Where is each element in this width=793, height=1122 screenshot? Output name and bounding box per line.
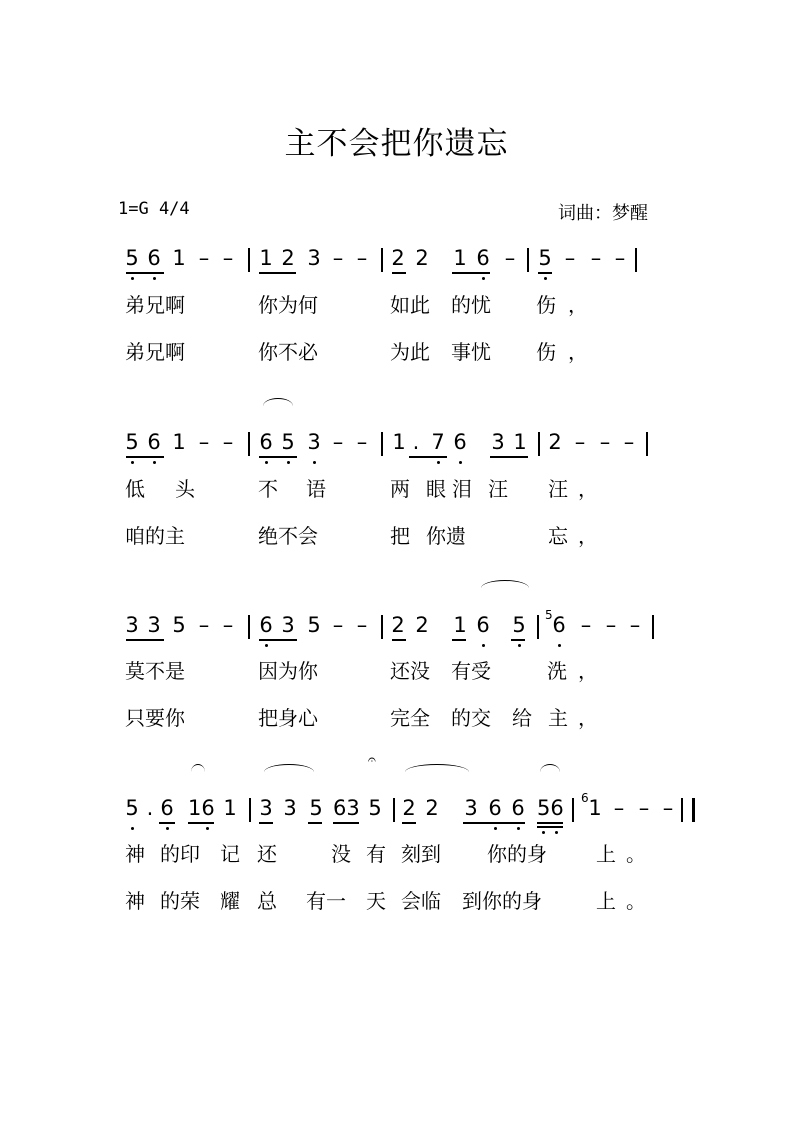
underline bbox=[259, 456, 297, 458]
low-octave-dot bbox=[437, 461, 440, 464]
lyric: 把身心 bbox=[258, 706, 318, 730]
lyric-row-1b bbox=[0, 340, 793, 380]
lyric: 你不必 bbox=[258, 340, 318, 364]
note: – bbox=[356, 246, 368, 270]
slur-mark bbox=[540, 764, 560, 772]
lyric: 泪 bbox=[452, 477, 472, 501]
note: 2 bbox=[281, 246, 295, 270]
low-octave-dot bbox=[459, 461, 462, 464]
lyric: 神 bbox=[125, 889, 145, 913]
low-octave-dot bbox=[131, 461, 134, 464]
lyric: 记 bbox=[220, 842, 240, 866]
note: 2 bbox=[415, 246, 429, 270]
underline bbox=[126, 272, 164, 274]
lyric: 头 bbox=[175, 477, 195, 501]
lyric: 两 bbox=[390, 477, 410, 501]
lyric: 的交 bbox=[451, 706, 491, 730]
key-signature: 1=G 4/4 bbox=[118, 199, 190, 219]
low-octave-dot bbox=[313, 461, 316, 464]
note: – bbox=[580, 613, 592, 637]
lyric: 你遗 bbox=[426, 524, 466, 548]
barline bbox=[692, 798, 695, 822]
note: 3 bbox=[307, 246, 321, 270]
low-octave-dot bbox=[131, 827, 134, 830]
barline bbox=[646, 432, 648, 456]
lyric: 你的身 bbox=[487, 842, 547, 866]
note: – bbox=[222, 430, 234, 454]
low-octave-dot bbox=[265, 644, 268, 647]
note: 3 bbox=[283, 796, 297, 820]
slur-mark bbox=[264, 764, 314, 772]
note: 6 bbox=[160, 796, 174, 820]
lyric: 有 bbox=[366, 842, 386, 866]
note: – bbox=[222, 246, 234, 270]
lyric: 弟兄啊 bbox=[125, 340, 185, 364]
barline bbox=[681, 798, 683, 822]
barline bbox=[537, 615, 539, 639]
slur-mark bbox=[191, 764, 205, 772]
note: 1 bbox=[513, 430, 527, 454]
note: . bbox=[412, 430, 420, 454]
lyric: 洗 bbox=[547, 659, 567, 683]
note: – bbox=[504, 246, 516, 270]
note: 2 bbox=[391, 246, 405, 270]
note: – bbox=[638, 796, 650, 820]
underline bbox=[392, 272, 406, 274]
note: 1 bbox=[259, 246, 273, 270]
underline bbox=[463, 822, 525, 824]
lyric: ， bbox=[578, 477, 598, 501]
barline bbox=[572, 798, 574, 822]
low-octave-dot bbox=[153, 461, 156, 464]
composer-credit: 词曲：梦醒 bbox=[558, 203, 648, 224]
note: 3 bbox=[307, 430, 321, 454]
slur-mark bbox=[405, 764, 469, 772]
lyric-row-2a bbox=[0, 477, 793, 517]
barline bbox=[393, 798, 395, 822]
low-octave-dot bbox=[265, 461, 268, 464]
underline bbox=[452, 272, 490, 274]
note: 1 bbox=[392, 430, 406, 454]
low-octave-dot bbox=[166, 827, 169, 830]
underline bbox=[538, 272, 552, 274]
lyric: ， bbox=[568, 340, 588, 364]
lyric-row-2b bbox=[0, 524, 793, 564]
barline bbox=[248, 432, 250, 456]
lyric: 的荣 bbox=[160, 889, 200, 913]
lyric: 语 bbox=[306, 477, 326, 501]
note: 6 bbox=[259, 430, 273, 454]
note: 1 bbox=[172, 246, 186, 270]
fermata-icon: 𝄐 bbox=[368, 752, 376, 768]
song-title: 主不会把你遗忘 bbox=[284, 126, 509, 162]
low-octave-dot bbox=[482, 644, 485, 647]
underline bbox=[126, 639, 164, 641]
note: – bbox=[662, 796, 674, 820]
lyric: 不 bbox=[258, 477, 278, 501]
lyric: 伤 bbox=[536, 340, 556, 364]
lyric: ， bbox=[578, 659, 598, 683]
note: 1 bbox=[172, 430, 186, 454]
lyric: 。 bbox=[626, 842, 646, 866]
lyric: ， bbox=[578, 706, 598, 730]
lyric: 上 bbox=[596, 842, 616, 866]
underline bbox=[537, 822, 563, 824]
note: 5 bbox=[538, 246, 552, 270]
lyric: 只要你 bbox=[125, 706, 185, 730]
notation-row-4 bbox=[0, 791, 793, 836]
note: 5 bbox=[512, 613, 526, 637]
note: 6 bbox=[147, 430, 161, 454]
barline bbox=[635, 248, 637, 272]
note: – bbox=[623, 430, 635, 454]
underline bbox=[159, 822, 175, 824]
underline bbox=[259, 822, 273, 824]
lyric: 莫不是 bbox=[125, 659, 185, 683]
lyric: 因为你 bbox=[258, 659, 318, 683]
note: – bbox=[599, 430, 611, 454]
lyric: 主 bbox=[548, 706, 568, 730]
note: – bbox=[222, 613, 234, 637]
note: – bbox=[198, 430, 210, 454]
lyric: 会临 bbox=[401, 889, 441, 913]
lyric: 有一 bbox=[306, 889, 346, 913]
lyric: ， bbox=[568, 293, 588, 317]
note: . bbox=[146, 796, 154, 820]
lyric: 的印 bbox=[160, 842, 200, 866]
note: 16 bbox=[188, 796, 215, 820]
lyric: 上 bbox=[596, 889, 616, 913]
underline bbox=[409, 456, 447, 458]
note: 3 bbox=[147, 613, 161, 637]
note: 2 bbox=[548, 430, 562, 454]
lyric: 为此 bbox=[390, 340, 430, 364]
low-octave-dot bbox=[555, 831, 558, 834]
grace-note: 5 bbox=[545, 608, 553, 622]
note: 2 bbox=[391, 613, 405, 637]
note: – bbox=[198, 613, 210, 637]
note: 6 bbox=[259, 613, 273, 637]
note: 5 bbox=[125, 246, 139, 270]
note: 6 bbox=[453, 430, 467, 454]
low-octave-dot bbox=[544, 277, 547, 280]
note: – bbox=[614, 246, 626, 270]
lyric: 总 bbox=[257, 889, 277, 913]
underline bbox=[490, 456, 528, 458]
lyric: 有受 bbox=[451, 659, 491, 683]
grace-note: 6 bbox=[581, 791, 589, 805]
lyric-row-1a bbox=[0, 293, 793, 333]
low-octave-dot bbox=[206, 827, 209, 830]
lyric-row-3a bbox=[0, 659, 793, 699]
note: 5 bbox=[172, 613, 186, 637]
note: 6 bbox=[476, 613, 490, 637]
note: – bbox=[613, 796, 625, 820]
underline bbox=[511, 639, 525, 641]
note: 5 bbox=[281, 430, 295, 454]
note: – bbox=[590, 246, 602, 270]
note: 6 bbox=[147, 246, 161, 270]
lyric: 给 bbox=[512, 706, 532, 730]
note: – bbox=[564, 246, 576, 270]
underline bbox=[402, 822, 416, 824]
lyric-row-4a bbox=[0, 842, 793, 882]
note: 1 bbox=[223, 796, 237, 820]
low-octave-dot bbox=[517, 827, 520, 830]
notation-row-2 bbox=[0, 430, 793, 470]
note: 3 bbox=[259, 796, 273, 820]
lyric: 神 bbox=[125, 842, 145, 866]
note: 3 bbox=[125, 613, 139, 637]
note: – bbox=[332, 430, 344, 454]
barline bbox=[248, 615, 250, 639]
low-octave-dot bbox=[153, 277, 156, 280]
lyric: 弟兄啊 bbox=[125, 293, 185, 317]
note: 6 bbox=[488, 796, 502, 820]
underline bbox=[333, 822, 359, 824]
lyric: 绝不会 bbox=[258, 524, 318, 548]
low-octave-dot bbox=[494, 827, 497, 830]
lyric: 的忧 bbox=[451, 293, 491, 317]
note: 6 bbox=[476, 246, 490, 270]
note: 56 bbox=[537, 796, 564, 820]
lyric: 没 bbox=[331, 842, 351, 866]
notation-row-3 bbox=[0, 608, 793, 653]
note: 2 bbox=[415, 613, 429, 637]
note: 2 bbox=[402, 796, 416, 820]
lyric: 还没 bbox=[390, 659, 430, 683]
lyric-row-4b bbox=[0, 889, 793, 929]
note: 5 bbox=[125, 430, 139, 454]
note: – bbox=[574, 430, 586, 454]
barline bbox=[248, 248, 250, 272]
low-octave-dot bbox=[518, 644, 521, 647]
lyric-row-3b bbox=[0, 706, 793, 746]
note: – bbox=[198, 246, 210, 270]
lyric: 完全 bbox=[390, 706, 430, 730]
lyric: 。 bbox=[626, 889, 646, 913]
note: 63 bbox=[333, 796, 360, 820]
low-octave-dot bbox=[131, 277, 134, 280]
note: 1 bbox=[453, 246, 467, 270]
underline bbox=[126, 456, 164, 458]
low-octave-dot bbox=[482, 277, 485, 280]
barline bbox=[652, 615, 654, 639]
lyric: 刻到 bbox=[401, 842, 441, 866]
lyric: 如此 bbox=[390, 293, 430, 317]
notation-row-1 bbox=[0, 246, 793, 286]
underline bbox=[392, 639, 406, 641]
barline bbox=[249, 798, 251, 822]
low-octave-dot bbox=[542, 831, 545, 834]
lyric: 耀 bbox=[220, 889, 240, 913]
lyric: 到你的身 bbox=[462, 889, 542, 913]
note: 5 bbox=[307, 613, 321, 637]
underline bbox=[259, 639, 297, 641]
lyric: 汪 bbox=[548, 477, 568, 501]
underline bbox=[452, 639, 466, 641]
lyric: 忘 bbox=[548, 524, 568, 548]
note: 3 bbox=[464, 796, 478, 820]
note: 5 bbox=[368, 796, 382, 820]
note: 6 bbox=[552, 613, 566, 637]
lyric: 你为何 bbox=[258, 293, 318, 317]
underline bbox=[259, 272, 296, 274]
barline bbox=[538, 432, 540, 456]
low-octave-dot bbox=[558, 644, 561, 647]
note: 5 bbox=[125, 796, 139, 820]
lyric: 还 bbox=[257, 842, 277, 866]
note: 3 bbox=[491, 430, 505, 454]
note: – bbox=[605, 613, 617, 637]
note: – bbox=[356, 430, 368, 454]
lyric: 眼 bbox=[426, 477, 446, 501]
slur-mark bbox=[263, 398, 293, 406]
barline bbox=[527, 248, 529, 272]
note: 1 bbox=[453, 613, 467, 637]
underline bbox=[188, 822, 214, 824]
lyric: 天 bbox=[366, 889, 386, 913]
barline bbox=[381, 615, 383, 639]
low-octave-dot bbox=[287, 461, 290, 464]
barline bbox=[381, 248, 383, 272]
note: – bbox=[629, 613, 641, 637]
lyric: 汪 bbox=[488, 477, 508, 501]
note: 3 bbox=[281, 613, 295, 637]
lyric: 把 bbox=[390, 524, 410, 548]
note: – bbox=[332, 246, 344, 270]
underline bbox=[308, 822, 322, 824]
lyric: 伤 bbox=[536, 293, 556, 317]
barline bbox=[381, 432, 383, 456]
note: – bbox=[356, 613, 368, 637]
lyric: 事忧 bbox=[451, 340, 491, 364]
note: 1 bbox=[588, 796, 602, 820]
lyric: 低 bbox=[125, 477, 145, 501]
lyric: ， bbox=[578, 524, 598, 548]
note: 5 bbox=[309, 796, 323, 820]
lyric: 咱的主 bbox=[125, 524, 185, 548]
note: 2 bbox=[425, 796, 439, 820]
note: 6 bbox=[511, 796, 525, 820]
note: 7 bbox=[431, 430, 445, 454]
underline bbox=[537, 826, 563, 828]
note: – bbox=[332, 613, 344, 637]
slur-mark bbox=[481, 580, 529, 588]
